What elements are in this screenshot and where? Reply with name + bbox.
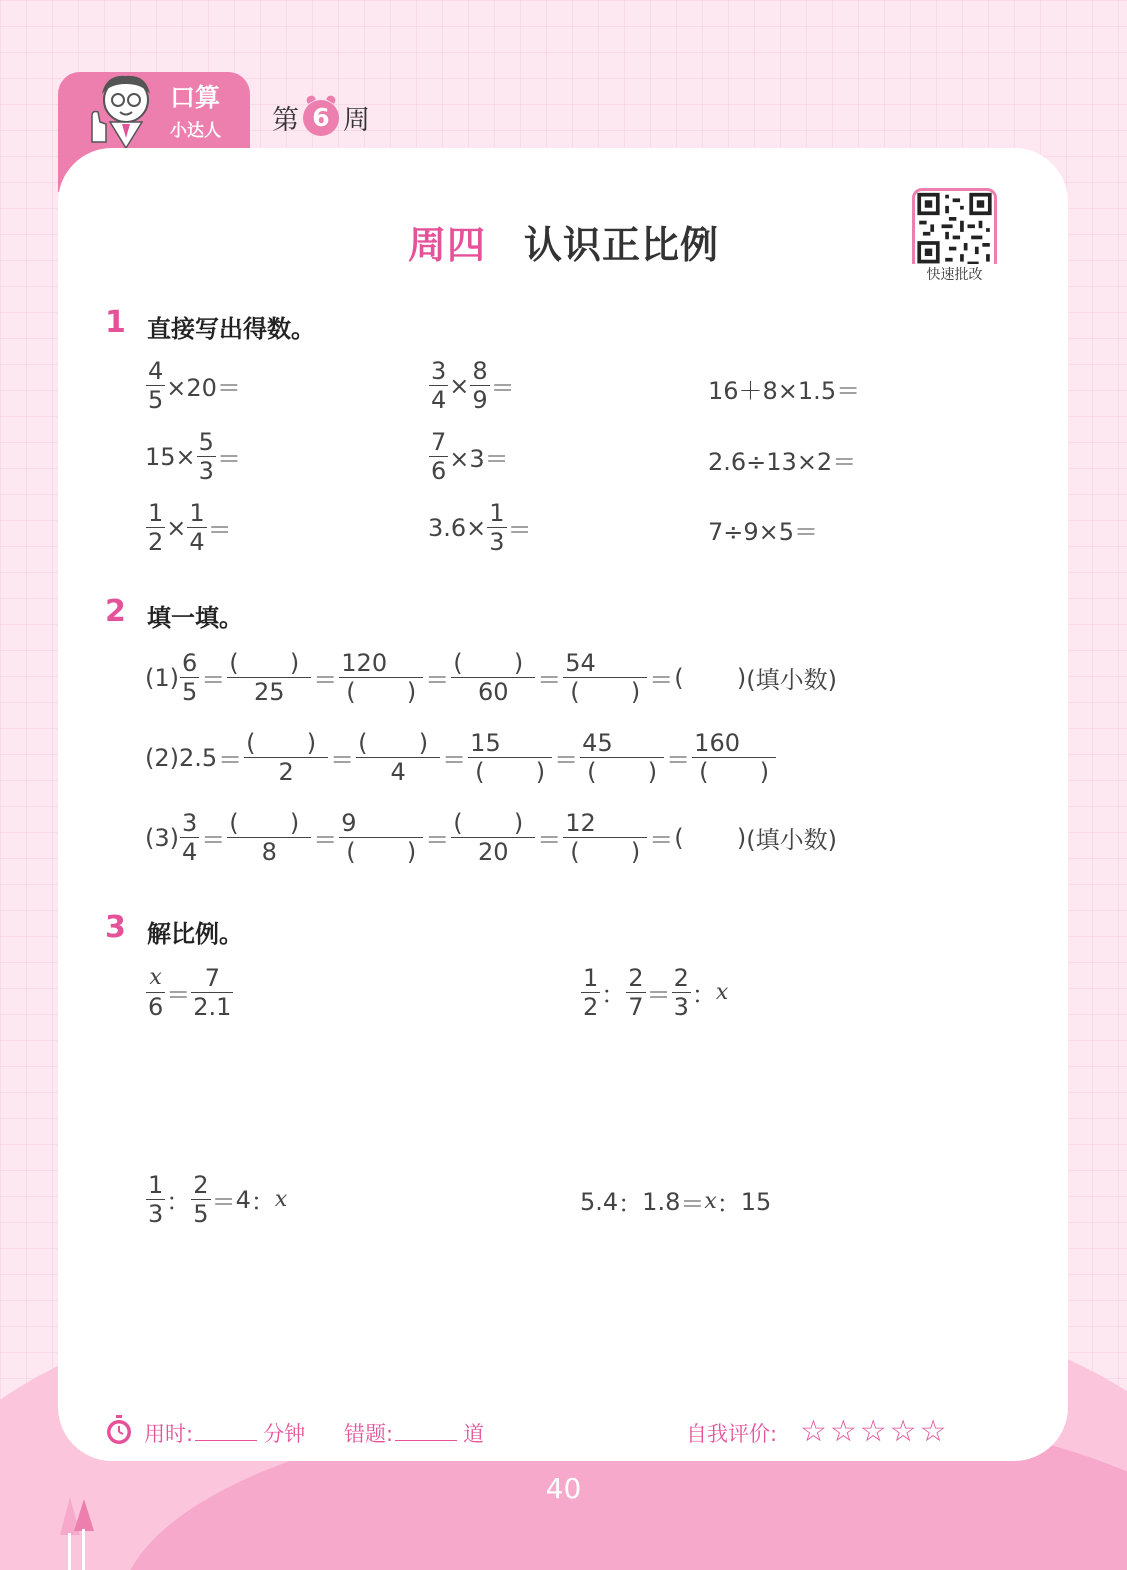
section-2-title: 填一填。 bbox=[147, 604, 243, 632]
page-number: 40 bbox=[545, 1472, 582, 1505]
problem-7: $\frac{1}{2}$ × $\frac{1}{4}$ ＝ bbox=[148, 499, 232, 556]
errors-blank[interactable] bbox=[395, 1423, 457, 1441]
section-2-number: 2 bbox=[105, 594, 126, 629]
week-prefix: 第 bbox=[272, 105, 299, 136]
section-3-title: 解比例。 bbox=[147, 920, 243, 948]
stopwatch-icon bbox=[104, 1414, 134, 1446]
star-rating[interactable]: ☆☆☆☆☆ bbox=[800, 1414, 950, 1449]
qr-label: 快速批改 bbox=[912, 264, 997, 286]
problem-9: 7÷9×5＝ bbox=[708, 518, 819, 546]
section-3-number: 3 bbox=[105, 910, 126, 945]
mascot-icon bbox=[84, 72, 168, 148]
fill-row-3: (3) $\frac{3}{4}$ ＝ ( ) 8 ＝ 9 ( ) ＝ ( ) 20 ＝ 12 ( ) ＝ ( ) (填小数) bbox=[145, 809, 838, 866]
problem-3: 16＋8×1.5＝ bbox=[708, 377, 861, 405]
tab-subtitle: 小达人 bbox=[170, 121, 221, 141]
fill-row-1: (1) $\frac{6}{5}$ ＝ ( ) 25 ＝ 120 ( ) ＝ ( ) 60 ＝ 54 ( ) ＝ ( ) (填小数) bbox=[145, 649, 838, 706]
time-used: 用时: 分钟 bbox=[144, 1422, 306, 1446]
problem-2: $\frac{3}{4}$ × $\frac{8}{9}$ ＝ bbox=[431, 357, 515, 414]
week-number: 6 bbox=[303, 100, 339, 136]
tab-title: 口算 bbox=[170, 83, 221, 112]
worksheet-card bbox=[58, 148, 1068, 1461]
proportion-1: $\frac{x}{6}$ ＝ $\frac{7}{2.1}$ bbox=[148, 964, 232, 1021]
proportion-2: $\frac{1}{2}$ ： $\frac{2}{7}$ ＝ $\frac{2}{3}$ ： x bbox=[583, 964, 729, 1021]
decorative-arrow-icon bbox=[56, 1495, 98, 1570]
problem-6: 2.6÷13×2＝ bbox=[708, 448, 857, 476]
fill-row-2: (2) 2.5 ＝ ( ) 2 ＝ ( ) 4 ＝ 15 ( ) ＝ 45 ( ) ＝ 160 ( ) bbox=[145, 730, 777, 785]
title-topic: 认识正比例 bbox=[524, 223, 720, 267]
proportion-3: $\frac{1}{3}$ ： $\frac{2}{5}$ ＝ 4 ： x bbox=[148, 1171, 288, 1228]
proportion-4: 5.4 ： 1.8 ＝ x ： 15 bbox=[580, 1187, 772, 1218]
problem-4: 15× $\frac{5}{3}$ ＝ bbox=[145, 428, 241, 485]
error-count: 错题: 道 bbox=[344, 1422, 485, 1446]
time-blank[interactable] bbox=[195, 1423, 257, 1441]
self-evaluation-label: 自我评价: bbox=[686, 1422, 778, 1446]
section-1-number: 1 bbox=[105, 305, 126, 340]
problem-1: $\frac{4}{5}$ ×20＝ bbox=[148, 357, 241, 414]
week-indicator bbox=[272, 98, 370, 137]
problem-8: 3.6× $\frac{1}{3}$ ＝ bbox=[428, 499, 532, 556]
title-day: 周四 bbox=[407, 223, 486, 267]
problem-5: $\frac{7}{6}$ ×3＝ bbox=[431, 428, 509, 485]
qr-code[interactable] bbox=[912, 188, 997, 272]
week-suffix: 周 bbox=[343, 105, 370, 136]
qr-code-icon bbox=[915, 191, 994, 269]
section-1-title: 直接写出得数。 bbox=[147, 315, 315, 343]
